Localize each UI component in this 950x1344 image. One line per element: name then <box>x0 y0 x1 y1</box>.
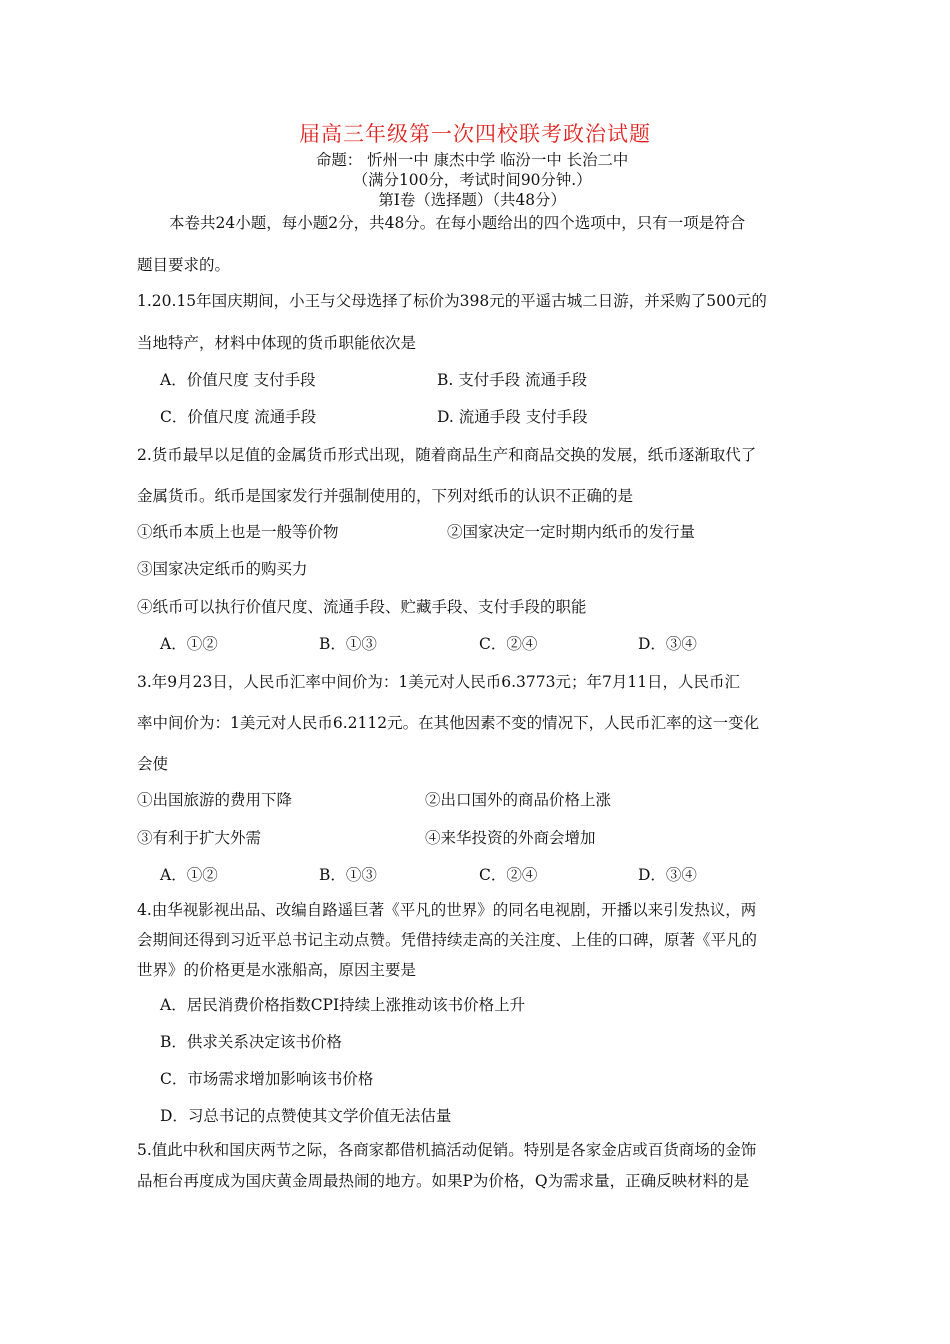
q5-stem-line-2: 品柜台再度成为国庆黄金周最热闹的地方。如果P为价格，Q为需求量，正确反映材料的是 <box>137 1172 750 1190</box>
q3-statement-1: ①出国旅游的费用下降 <box>137 791 293 809</box>
instructions-line-1: 本卷共24小题，每小题2分，共48分。在每小题给出的四个选项中，只有一项是符合 <box>169 214 746 232</box>
q2-statement-3: ③国家决定纸币的购买力 <box>137 560 308 578</box>
q3-stem-line-2: 率中间价为：1美元对人民币6.2112元。在其他因素不变的情况下，人民币汇率的这一变化 <box>137 714 760 732</box>
q4-option-c: C．市场需求增加影响该书价格 <box>160 1070 374 1088</box>
q2-statement-4: ④纸币可以执行价值尺度、流通手段、贮藏手段、支付手段的职能 <box>137 598 587 616</box>
q3-statement-3: ③有利于扩大外需 <box>137 829 262 847</box>
q2-option-b: B．①③ <box>319 635 377 653</box>
q4-stem-line-3: 世界》的价格更是水涨船高，原因主要是 <box>137 961 417 979</box>
authors-line: 命题： 忻州一中 康杰中学 临汾一中 长治二中 <box>315 151 629 169</box>
q4-option-b: B．供求关系决定该书价格 <box>160 1033 342 1051</box>
q3-option-c: C．②④ <box>479 866 538 884</box>
q1-stem-line-1: 1.20.15年国庆期间，小王与父母选择了标价为398元的平遥古城二日游，并采购了500元的 <box>137 292 767 310</box>
q4-stem-line-2: 会期间还得到习近平总书记主动点赞。凭借持续走高的关注度、上佳的口碑，原著《平凡的 <box>137 931 758 949</box>
q3-option-d: D．③④ <box>638 866 697 884</box>
q3-stem-line-1: 3.年9月23日，人民币汇率中间价为：1美元对人民币6.3773元；年7月11日，人民币汇 <box>137 673 741 691</box>
time-note: （满分100分，考试时间90分钟.） <box>352 171 592 189</box>
q3-option-a: A．①② <box>160 866 218 884</box>
instructions-line-2: 题目要求的。 <box>137 256 231 274</box>
q5-stem-line-1: 5.值此中秋和国庆两节之际，各商家都借机搞活动促销。特别是各家金店或百货商场的金饰 <box>137 1141 757 1159</box>
q1-option-d: D. 流通手段 支付手段 <box>437 408 588 426</box>
q3-statement-2: ②出口国外的商品价格上涨 <box>425 791 612 809</box>
q4-stem-line-1: 4.由华视影视出品、改编自路遥巨著《平凡的世界》的同名电视剧，开播以来引发热议，两 <box>137 901 757 919</box>
q2-statement-2: ②国家决定一定时期内纸币的发行量 <box>447 523 696 541</box>
q4-option-d: D．习总书记的点赞使其文学价值无法估量 <box>160 1107 452 1125</box>
q3-option-b: B．①③ <box>319 866 377 884</box>
q2-option-c: C．②④ <box>479 635 538 653</box>
q2-stem-line-1: 2.货币最早以足值的金属货币形式出现，随着商品生产和商品交换的发展，纸币逐渐取代了 <box>137 446 757 464</box>
q3-statement-4: ④来华投资的外商会增加 <box>425 829 596 847</box>
q2-statement-1: ①纸币本质上也是一般等价物 <box>137 523 339 541</box>
q1-option-b: B. 支付手段 流通手段 <box>437 371 588 389</box>
q1-option-a: A．价值尺度 支付手段 <box>160 371 316 389</box>
q4-option-a: A．居民消费价格指数CPI持续上涨推动该书价格上升 <box>160 996 526 1014</box>
q2-option-d: D．③④ <box>638 635 697 653</box>
part-heading: 第Ⅰ卷（选择题）（共48分） <box>378 191 566 209</box>
q1-option-c: C．价值尺度 流通手段 <box>160 408 317 426</box>
exam-title: 届高三年级第一次四校联考政治试题 <box>299 122 651 146</box>
q1-stem-line-2: 当地特产，材料中体现的货币职能依次是 <box>137 334 417 352</box>
q2-option-a: A．①② <box>160 635 218 653</box>
q3-stem-line-3: 会使 <box>137 755 169 773</box>
q2-stem-line-2: 金属货币。纸币是国家发行并强制使用的，下列对纸币的认识不正确的是 <box>137 487 634 505</box>
